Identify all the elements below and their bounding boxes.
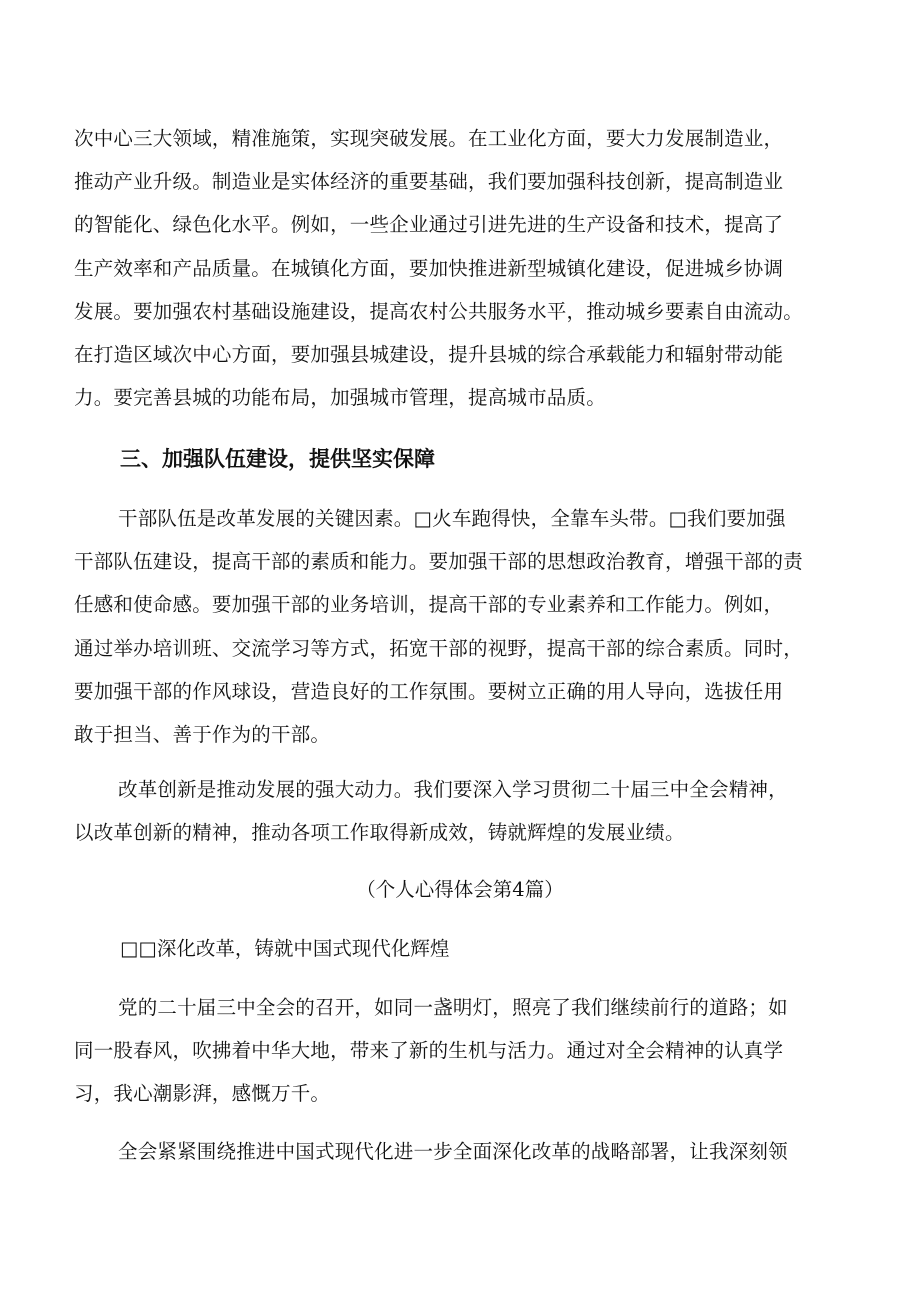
- text-line: 在打造区域次中心方面，要加强县城建设，提升县城的综合承载能力和辐射带动能: [74, 343, 784, 367]
- paragraph-plenary-session: [74, 986, 858, 1116]
- paragraph-strategic-deployment: [74, 1130, 858, 1173]
- text-line: 的智能化、绿色化水平。例如，一些企业通过引进先进的生产设备和技术，提高了: [74, 213, 784, 237]
- text-line: 改革创新是推动发展的强大动力。我们要深入学习贯彻二十届三中全会精神，: [118, 778, 788, 801]
- text-line: 干部队伍是改革发展的关键因素。□火车跑得快，全靠车头带。□我们要加强: [118, 507, 786, 530]
- paragraph-cadre-team: [74, 497, 858, 756]
- text-line: 发展。要加强农村基础设施建设，提高农村公共服务水平，推动城乡要素自由流动。: [74, 299, 803, 323]
- part-title: （个人心得体会第4篇）: [356, 878, 564, 901]
- text-line: 全会紧紧围绕推进中国式现代化进一步全面深化改革的战略部署，让我深刻领: [118, 1140, 788, 1163]
- section-heading: 三、加强队伍建设，提供坚实保障: [120, 447, 435, 471]
- text-line: 以改革创新的精神，推动各项工作取得新成效，铸就辉煌的发展业绩。: [74, 821, 685, 845]
- text-line: 次中心三大领域，精准施策，实现突破发展。在工业化方面，要大力发展制造业，: [74, 127, 784, 150]
- text-line: 同一股春风，吹拂着中华大地，带来了新的生机与活力。通过对全会精神的认真学: [74, 1039, 784, 1063]
- text-line: 任感和使命感。要加强干部的业务培训，提高干部的专业素养和工作能力。例如，: [74, 593, 784, 617]
- paragraph-reform-innovation: [74, 768, 858, 854]
- text-line: 习，我心潮影湃，感慨万千。: [74, 1082, 331, 1106]
- article-subtitle: □□深化改革，铸就中国式现代化辉煌: [120, 937, 450, 960]
- text-line: 力。要完善县城的功能布局，加强城市管理，提高城市品质。: [74, 386, 606, 410]
- text-line: 生产效率和产品质量。在城镇化方面，要加快推进新型城镇化建设，促进城乡协调: [74, 256, 784, 280]
- text-line: 推动产业升级。制造业是实体经济的重要基础，我们要加强科技创新，提高制造业: [74, 170, 784, 194]
- text-line: 敢于担当、善于作为的干部。: [74, 723, 331, 747]
- text-line: 通过举办培训班、交流学习等方式，拓宽干部的视野，提高干部的综合素质。同时，: [74, 636, 803, 660]
- text-line: 要加强干部的作风球设，营造良好的工作氛围。要树立正确的用人导向，选拔任用: [74, 679, 784, 703]
- text-line: 干部队伍建设，提高干部的素质和能力。要加强干部的思想政治教育，增强干部的责: [74, 550, 803, 574]
- text-line: 党的二十届三中全会的召开，如同一盏明灯，照亮了我们继续前行的道路；如: [118, 996, 788, 1019]
- paragraph-industrialization: [74, 117, 858, 419]
